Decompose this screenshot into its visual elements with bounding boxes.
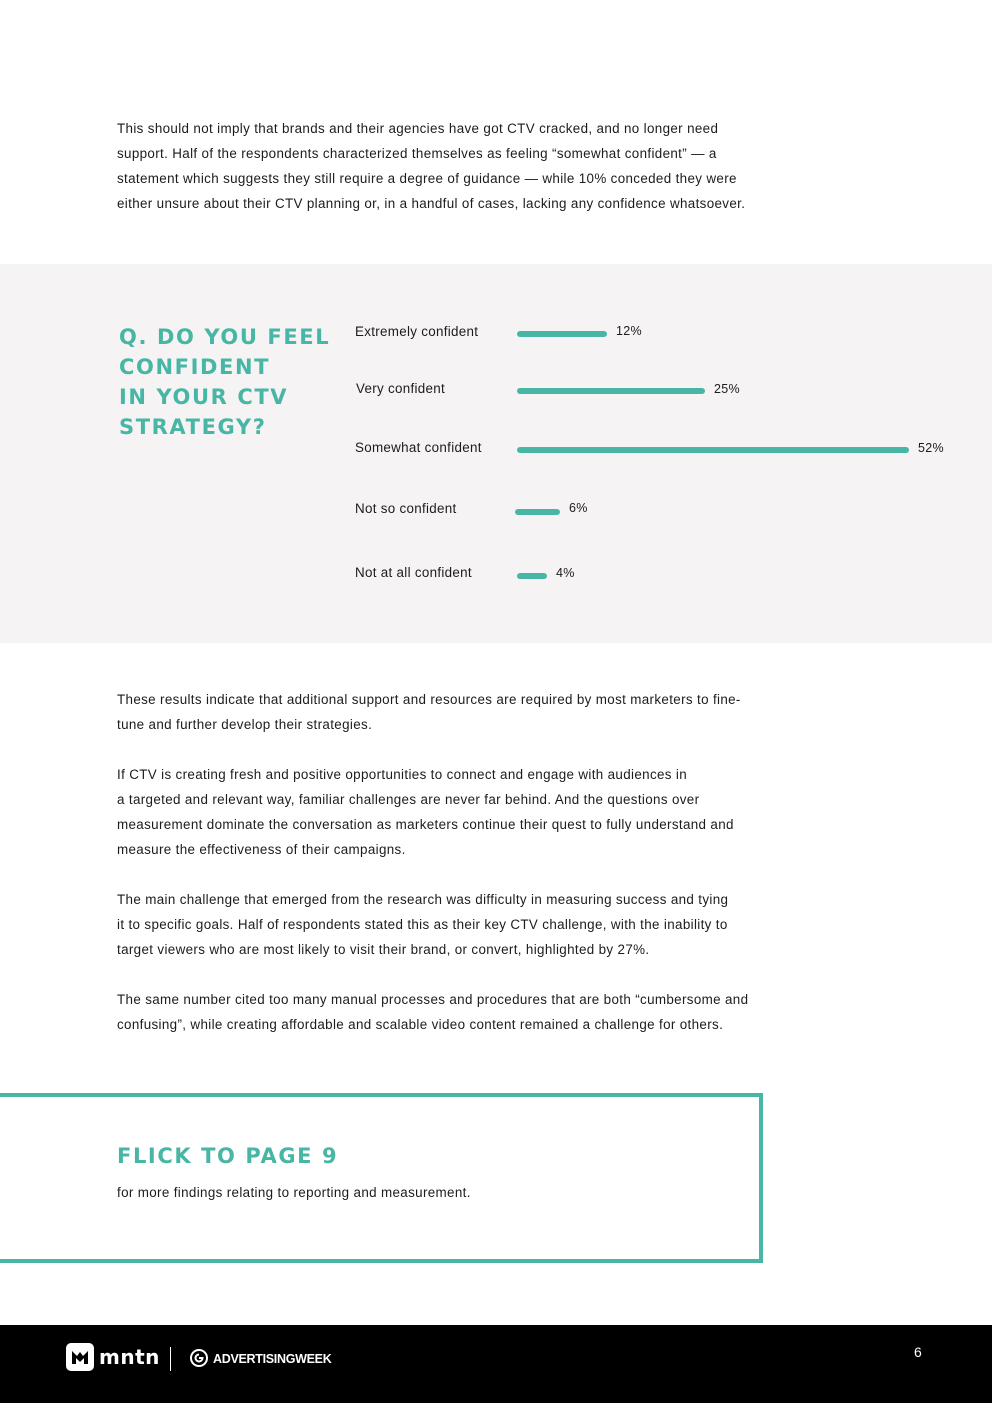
bar-value-not-so-confident: 6% — [569, 501, 588, 515]
bar-value-somewhat-confident: 52% — [918, 441, 944, 455]
text-line: These results indicate that additional support and resources are required by most marketers to fine- — [117, 692, 741, 707]
text-line: either unsure about their CTV planning or, in a handful of cases, lacking any confidence whatsoever. — [117, 196, 746, 211]
footer-divider — [170, 1347, 171, 1371]
text-line: This should not imply that brands and their agencies have got CTV cracked, and no longer need — [117, 121, 719, 136]
question-line: CONFIDENT — [119, 355, 271, 379]
question-line: Q. DO YOU FEEL — [119, 325, 331, 349]
advertising-week-logo-icon — [190, 1349, 208, 1367]
text-line: tune and further develop their strategies. — [117, 717, 373, 732]
bar-extremely-confident — [517, 331, 607, 337]
text-line: The main challenge that emerged from the research was difficulty in measuring success and tying — [117, 892, 729, 907]
body-paragraph — [117, 687, 877, 737]
chart-question-title — [119, 322, 339, 442]
text-line: measure the effectiveness of their campaigns. — [117, 842, 406, 857]
question-line: IN YOUR CTV — [119, 385, 289, 409]
callout-title: FLICK TO PAGE 9 — [117, 1144, 339, 1168]
body-paragraph — [117, 987, 877, 1037]
body-paragraph — [117, 887, 877, 962]
text-line: target viewers who are most likely to visit their brand, or convert, highlighted by 27%. — [117, 942, 650, 957]
chart-panel — [0, 264, 992, 643]
mntn-wordmark: mntn — [99, 1345, 160, 1369]
bar-label-somewhat-confident: Somewhat confident — [355, 440, 482, 455]
text-line: If CTV is creating fresh and positive opportunities to connect and engage with audiences in — [117, 767, 688, 782]
bar-label-not-at-all-confident: Not at all confident — [355, 565, 472, 580]
text-line: statement which suggests they still require a degree of guidance — while 10% conceded they were — [117, 171, 737, 186]
bar-not-so-confident — [515, 509, 560, 515]
footer — [0, 1325, 992, 1403]
text-line: measurement dominate the conversation as marketers continue their quest to fully understand and — [117, 817, 734, 832]
bar-value-not-at-all-confident: 4% — [556, 566, 575, 580]
text-line: confusing”, while creating affordable and scalable video content remained a challenge for others. — [117, 1017, 724, 1032]
bar-value-very-confident: 25% — [714, 382, 740, 396]
text-line: support. Half of the respondents characterized themselves as feeling “somewhat confident” — a — [117, 146, 717, 161]
body-paragraph — [117, 762, 877, 862]
advertising-week-wordmark: ADVERTISINGWEEK — [213, 1352, 332, 1366]
bar-label-not-so-confident: Not so confident — [355, 501, 457, 516]
callout-text: for more findings relating to reporting and measurement. — [117, 1185, 471, 1200]
bar-not-at-all-confident — [517, 573, 547, 579]
bar-label-extremely-confident: Extremely confident — [355, 324, 479, 339]
bar-somewhat-confident — [517, 447, 909, 453]
text-line: a targeted and relevant way, familiar challenges are never far behind. And the questions over — [117, 792, 700, 807]
intro-paragraph — [117, 116, 877, 216]
text-line: it to specific goals. Half of respondents stated this as their key CTV challenge, with the inability to — [117, 917, 728, 932]
bar-value-extremely-confident: 12% — [616, 324, 642, 338]
bar-label-very-confident: Very confident — [356, 381, 446, 396]
question-line: STRATEGY? — [119, 415, 267, 439]
callout-box — [0, 1093, 763, 1263]
text-line: The same number cited too many manual processes and procedures that are both “cumbersome and — [117, 992, 749, 1007]
mntn-logo-icon — [66, 1343, 94, 1371]
bar-very-confident — [517, 388, 705, 394]
page-number: 6 — [914, 1344, 922, 1360]
